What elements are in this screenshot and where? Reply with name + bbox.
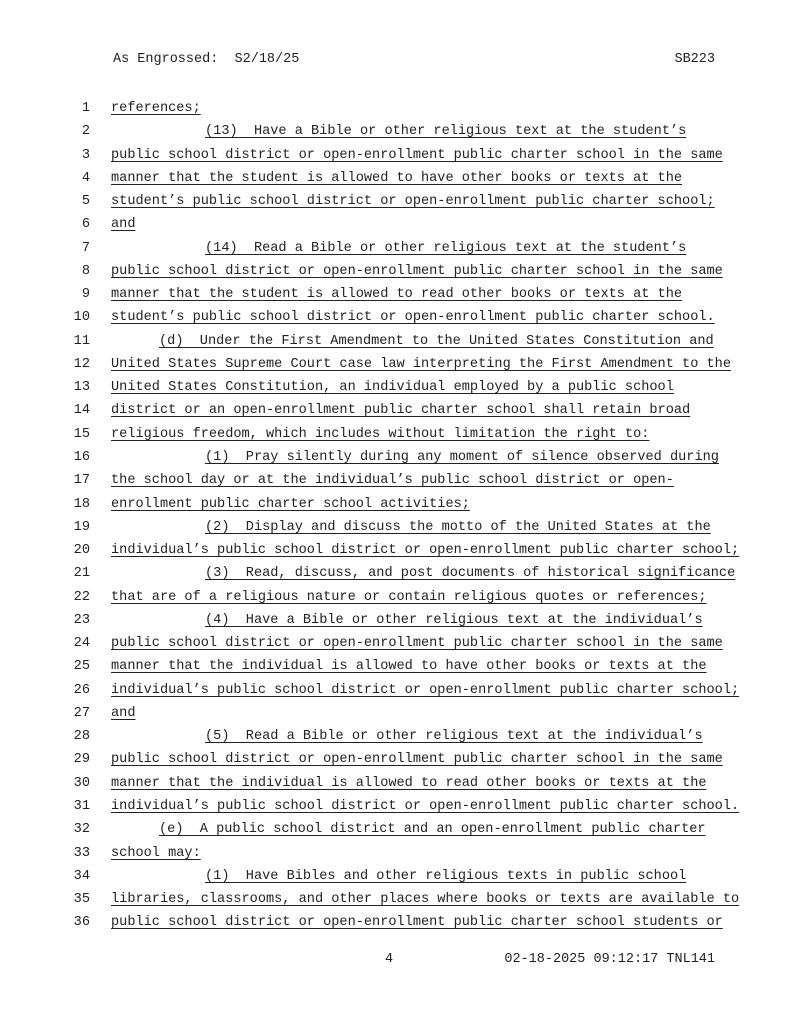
document-line: [0, 353, 791, 376]
document-line: [0, 702, 791, 725]
line-number: 8: [81, 263, 90, 279]
line-number: 4: [81, 170, 90, 186]
document-line: [0, 725, 791, 748]
document-line: [0, 795, 791, 818]
line-number: 13: [73, 380, 90, 396]
document-line: [0, 237, 791, 260]
line-number: 25: [73, 659, 90, 675]
document-line: [0, 679, 791, 702]
document-line: [0, 493, 791, 516]
line-text: manner that the student is allowed to have other books or texts at the: [111, 170, 683, 186]
line-text: (1) Have Bibles and other religious texts in public school: [205, 868, 687, 884]
line-number: 30: [73, 775, 90, 791]
document-line: [0, 516, 791, 539]
line-number: 35: [73, 892, 90, 908]
line-number: 20: [73, 543, 90, 559]
line-text: libraries, classrooms, and other places where books or texts are available to: [111, 892, 740, 908]
document-line: [0, 167, 791, 190]
document-line: [0, 213, 791, 236]
document-line: [0, 283, 791, 306]
line-number: 12: [73, 356, 90, 372]
line-number: 15: [73, 426, 90, 442]
line-number: 9: [81, 287, 90, 303]
line-text: (14) Read a Bible or other religious text at the student’s: [205, 240, 687, 256]
line-number: 5: [81, 194, 90, 210]
engrossed-header: As Engrossed: S2/18/25: [113, 52, 300, 67]
document-line: [0, 190, 791, 213]
document-line: [0, 888, 791, 911]
page-number: 4: [385, 952, 394, 967]
document-line: [0, 818, 791, 841]
line-text: (e) A public school district and an open-enrollment public charter: [159, 822, 706, 838]
numbered-lines: [0, 97, 791, 935]
line-text: individual’s public school district or open-enrollment public charter school;: [111, 543, 740, 559]
document-line: [0, 97, 791, 120]
document-line: [0, 423, 791, 446]
line-number: 34: [73, 868, 90, 884]
document-line: [0, 865, 791, 888]
document-line: [0, 260, 791, 283]
line-number: 33: [73, 845, 90, 861]
line-number: 17: [73, 473, 90, 489]
line-text: school may:: [111, 845, 201, 861]
line-text: United States Supreme Court case law interpreting the First Amendment to the: [111, 356, 731, 372]
bill-number: SB223: [674, 52, 715, 67]
line-number: 3: [81, 147, 90, 163]
line-text: public school district or open-enrollment public charter school in the same: [111, 147, 723, 163]
line-number: 21: [73, 566, 90, 582]
line-text: student’s public school district or open-enrollment public charter school;: [111, 194, 715, 210]
document-line: [0, 539, 791, 562]
line-text: public school district or open-enrollment public charter school students or: [111, 915, 723, 931]
line-number: 23: [73, 612, 90, 628]
line-text: United States Constitution, an individual employed by a public school: [111, 380, 674, 396]
line-text: (13) Have a Bible or other religious text at the student’s: [205, 124, 687, 140]
line-text: religious freedom, which includes without limitation the right to:: [111, 426, 650, 442]
line-text: (3) Read, discuss, and post documents of historical significance: [205, 566, 736, 582]
line-number: 36: [73, 915, 90, 931]
document-line: [0, 469, 791, 492]
document-line: [0, 748, 791, 771]
line-number: 7: [81, 240, 90, 256]
line-text: (1) Pray silently during any moment of silence observed during: [205, 449, 719, 465]
line-text: public school district or open-enrollment public charter school in the same: [111, 263, 723, 279]
line-text: and: [111, 217, 136, 233]
line-number: 28: [73, 729, 90, 745]
line-number: 16: [73, 449, 90, 465]
line-number: 1: [81, 101, 90, 116]
line-text: and: [111, 705, 136, 721]
document-line: [0, 562, 791, 585]
line-number: 31: [73, 798, 90, 814]
line-text: references;: [111, 101, 201, 116]
document-line: [0, 842, 791, 865]
line-number: 24: [73, 636, 90, 652]
document-line: [0, 655, 791, 678]
document-line: [0, 120, 791, 143]
document-line: [0, 330, 791, 353]
line-text: public school district or open-enrollment public charter school in the same: [111, 636, 723, 652]
line-text: manner that the student is allowed to read other books or texts at the: [111, 287, 683, 303]
line-text: manner that the individual is allowed to have other books or texts at the: [111, 659, 707, 675]
line-text: manner that the individual is allowed to read other books or texts at the: [111, 775, 707, 791]
line-number: 6: [81, 217, 90, 233]
line-number: 19: [73, 519, 90, 535]
document-line: [0, 586, 791, 609]
timestamp-stamp: 02-18-2025 09:12:17 TNL141: [504, 952, 715, 967]
line-text: that are of a religious nature or contain religious quotes or references;: [111, 589, 707, 605]
line-text: enrollment public charter school activities;: [111, 496, 470, 512]
line-text: student’s public school district or open-enrollment public charter school.: [111, 310, 715, 326]
line-text: district or an open-enrollment public charter school shall retain broad: [111, 403, 691, 419]
line-text: (5) Read a Bible or other religious text at the individual’s: [205, 729, 703, 745]
document-line: [0, 609, 791, 632]
line-text: individual’s public school district or open-enrollment public charter school.: [111, 798, 740, 814]
line-text: individual’s public school district or open-enrollment public charter school;: [111, 682, 740, 698]
document-line: [0, 144, 791, 167]
line-text: (4) Have a Bible or other religious text at the individual’s: [205, 612, 703, 628]
document-line: [0, 772, 791, 795]
line-text: public school district or open-enrollment public charter school in the same: [111, 752, 723, 768]
document-line: [0, 446, 791, 469]
document-line: [0, 399, 791, 422]
document-line: [0, 632, 791, 655]
document-line: [0, 911, 791, 934]
line-number: 18: [73, 496, 90, 512]
line-number: 10: [73, 310, 90, 326]
line-number: 29: [73, 752, 90, 768]
line-number: 26: [73, 682, 90, 698]
document-line: [0, 376, 791, 399]
line-number: 14: [73, 403, 90, 419]
line-number: 22: [73, 589, 90, 605]
line-number: 32: [73, 822, 90, 838]
line-text: the school day or at the individual’s public school district or open-: [111, 473, 674, 489]
line-number: 2: [81, 124, 90, 140]
line-number: 11: [73, 333, 90, 349]
document-line: [0, 306, 791, 329]
line-text: (d) Under the First Amendment to the United States Constitution and: [159, 333, 714, 349]
line-text: (2) Display and discuss the motto of the United States at the: [205, 519, 711, 535]
line-number: 27: [73, 705, 90, 721]
